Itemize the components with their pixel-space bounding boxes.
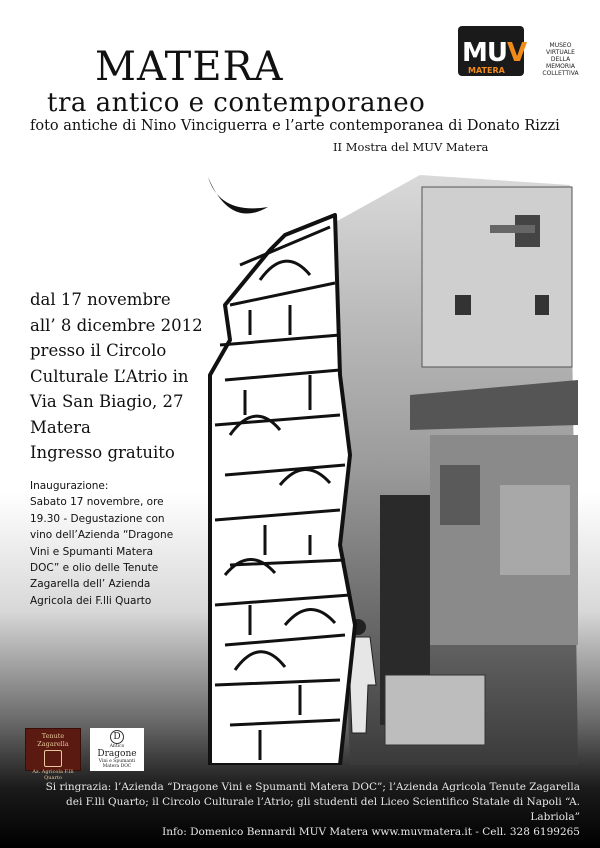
inauguration-line: DOC” e olio delle Tenute: [30, 562, 159, 575]
credits-info: Info: Domenico Bennardi MUV Matera www.muvmatera.it - Cell. 328 6199265: [162, 826, 580, 838]
mostra-label: II Mostra del MUV Matera: [333, 140, 489, 154]
zagarella-sub: Az. Agricola F.lli Quarto: [32, 769, 74, 781]
poster-tagline: foto antiche di Nino Vinciguerra e l’arte contemporanea di Donato Rizzi: [30, 118, 560, 134]
event-line: Ingresso gratuito: [30, 443, 175, 462]
event-line: presso il Circolo: [30, 341, 167, 360]
sponsor-dragone: [90, 728, 144, 771]
muv-logo-text: MUSEO VIRTUALE DELLA MEMORIA COLLETTIVA: [542, 42, 579, 77]
inauguration-line: Agricola dei F.lli Quarto: [30, 594, 152, 607]
moon-icon: [208, 177, 268, 214]
credits-line: Si ringrazia: l’Azienda “Dragone Vini e Spumanti Matera DOC”; l’Azienda Agricola Tenute Zagarella: [45, 781, 580, 793]
photo-building: [422, 187, 572, 367]
sponsor-tenute-zagarella: [25, 728, 81, 781]
event-line: Matera: [30, 417, 91, 437]
poster-artwork: [190, 165, 590, 765]
inauguration-details: [30, 478, 200, 609]
event-line: dal 17 novembre: [30, 290, 171, 309]
inauguration-line: Sabato 17 novembre, ore: [30, 496, 164, 509]
zagarella-name: Tenute Zagarella: [37, 732, 69, 748]
muv-logo-box: [458, 26, 527, 76]
event-line: Culturale L’Atrio in: [30, 366, 189, 386]
inauguration-line: Inaugurazione:: [30, 480, 109, 492]
muv-logo-mark: MUV: [462, 38, 527, 68]
dragone-top: Antico: [109, 744, 125, 749]
inauguration-line: vino dell’Azienda “Dragone: [30, 529, 174, 542]
dragone-name: Dragone: [97, 749, 137, 759]
event-line: Via San Biagio, 27: [30, 392, 184, 411]
poster-title: MATERA: [95, 44, 284, 90]
credits-line: dei F.lli Quarto; il Circolo Culturale l’Atrio; gli studenti del Liceo Scientifico Statale di Napoli “A. Labriola”: [66, 796, 580, 823]
inauguration-line: Zagarella dell’ Azienda: [30, 578, 151, 591]
event-line: all’ 8 dicembre 2012: [30, 315, 203, 335]
muv-logo: [458, 22, 593, 80]
muv-logo-city: MATERA: [468, 66, 505, 75]
zagarella-crest-icon: [44, 750, 62, 767]
poster-subtitle: tra antico e contemporaneo: [47, 88, 426, 118]
dragone-mark-icon: D: [110, 730, 124, 744]
photo-well: [385, 675, 485, 745]
inauguration-line: 19.30 - Degustazione con: [30, 512, 165, 525]
inauguration-line: Vini e Spumanti Matera: [30, 545, 154, 558]
credits: [20, 780, 580, 840]
dragone-sub: Vini e Spumanti Matera DOC: [98, 759, 136, 769]
